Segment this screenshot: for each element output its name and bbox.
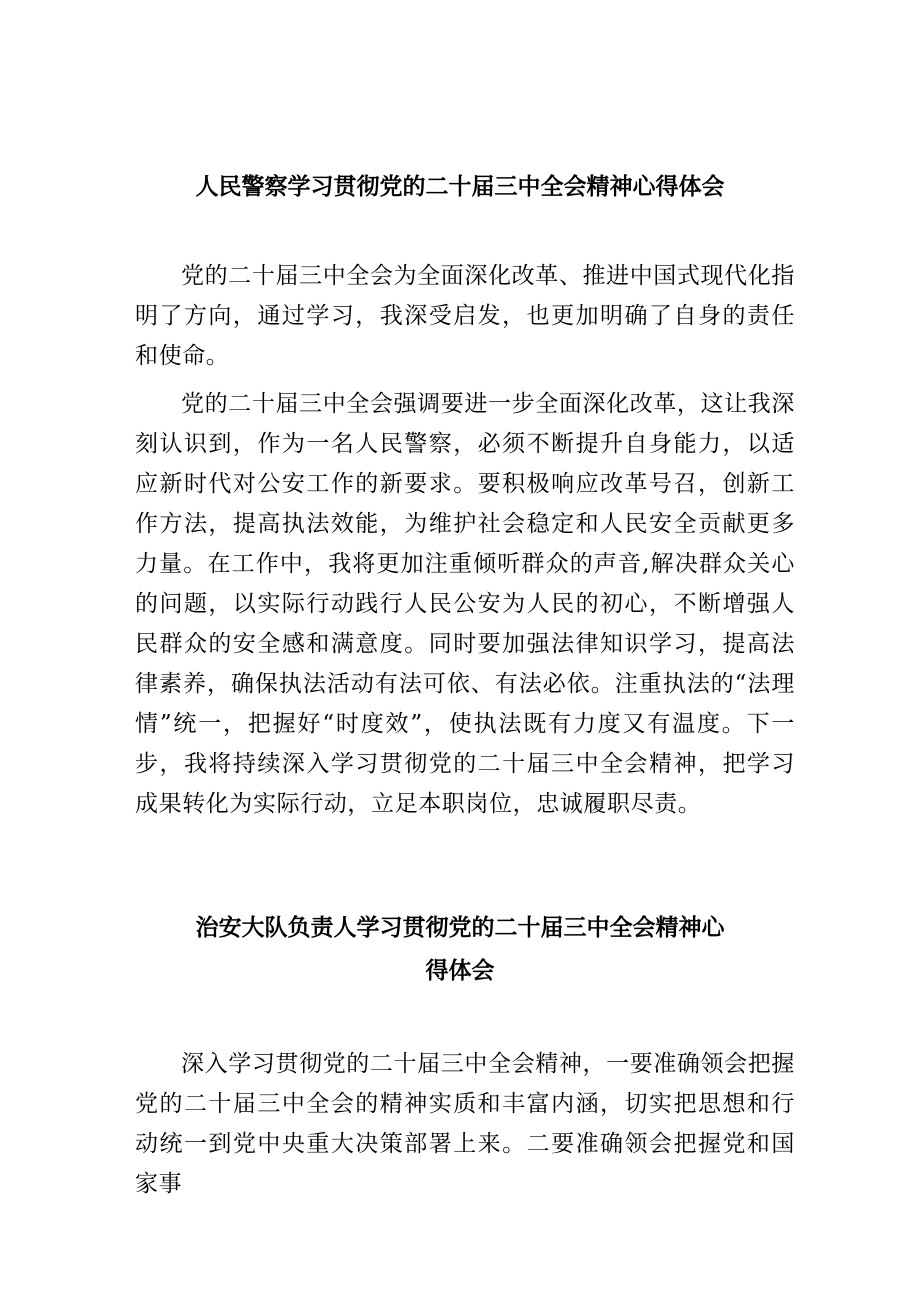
- section-2-title: [130, 907, 790, 993]
- section-2-title-line-2: 得体会: [425, 958, 495, 984]
- section-1-paragraph-1: 党的二十届三中全会为全面深化改革、推进中国式现代化指明了方向，通过学习，我深受启发，也更加明确了自身的责任和使命。: [135, 263, 795, 369]
- section-1-title: 人民警察学习贯彻党的二十届三中全会精神心得体会: [195, 174, 725, 200]
- section-2-title-line-1: 治安大队负责人学习贯彻党的二十届三中全会精神心: [195, 915, 725, 941]
- section-2-paragraph-1: 深入学习贯彻党的二十届三中全会精神，一要准确领会把握党的二十届三中全会的精神实质和丰富内涵，切实把思想和行动统一到党中央重大决策部署上来。二要准确领会把握党和国家事: [135, 1051, 795, 1197]
- section-1-paragraph-2: 党的二十届三中全会强调要进一步全面深化改革，这让我深刻认识到，作为一名人民警察，必须不断提升自身能力，以适应新时代对公安工作的新要求。要积极响应改革号召，创新工作方法，提高执法效能，为维护社会稳定和人民安全贡献更多力量。在工作中，我将更加注重倾听群众的声音,解决群众关心的问题，以实际行动践行人民公安为人民的初心，不断增强人民群众的安全感和满意度。同时要加强法律知识学习，提高法律素养，确保执法活动有法可依、有法必依。注重执法的“法理情”统一，把握好“时度效”，使执法既有力度又有温度。下一步，我将持续深入学习贯彻党的二十届三中全会精神，把学习成果转化为实际行动，立足本职岗位，忠诚履职尽责。: [135, 391, 795, 817]
